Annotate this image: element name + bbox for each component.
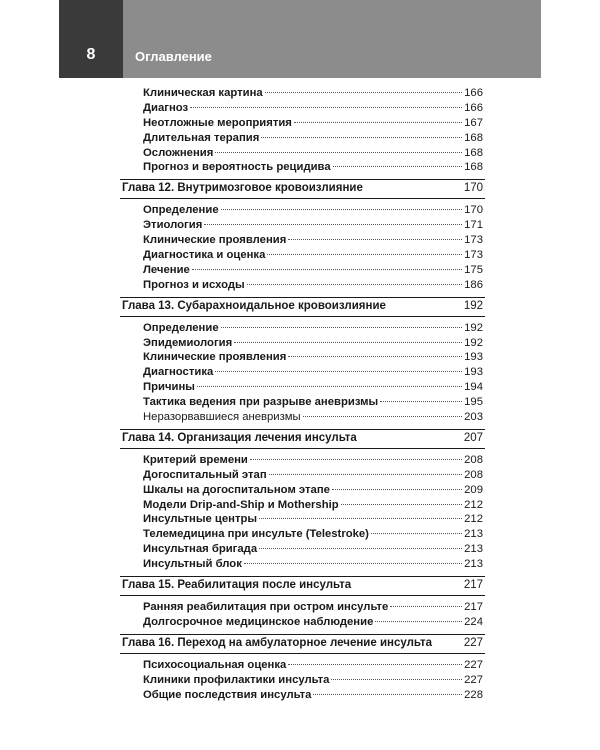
toc-entry-page: 166 [464, 101, 483, 114]
dot-leader [259, 548, 462, 549]
running-header [123, 0, 541, 78]
dot-leader [247, 284, 462, 285]
toc-entry-title: Определение [143, 321, 219, 334]
toc-entry-page: 212 [464, 498, 483, 511]
dot-leader [331, 679, 462, 680]
dot-leader [332, 489, 462, 490]
dot-leader [267, 254, 462, 255]
toc-entry-title: Модели Drip-and-Ship и Mothership [143, 498, 339, 511]
toc-entry-title: Телемедицина при инсульте (Telestroke) [143, 528, 369, 541]
chapter-title: Глава 16. Переход на амбулаторное лечение инсульта [122, 636, 433, 649]
toc-entry-page: 171 [464, 219, 483, 232]
dot-leader [303, 416, 462, 417]
chapter-title: Глава 13. Субарахноидальное кровоизлияние [122, 299, 386, 312]
toc-entry-page: 192 [464, 321, 483, 334]
chapter-title: Глава 14. Организация лечения инсульта [122, 431, 357, 444]
dot-leader [375, 621, 462, 622]
dot-leader [197, 386, 462, 387]
section-title: Оглавление [135, 49, 212, 64]
toc-entry[interactable] [120, 263, 485, 278]
toc-entry-page: 193 [464, 366, 483, 379]
toc-entry[interactable] [120, 203, 485, 218]
page-number: 8 [86, 46, 96, 63]
toc-entry[interactable] [120, 453, 485, 468]
dot-leader [204, 224, 462, 225]
dot-leader [221, 209, 463, 210]
toc-entry-page: 167 [464, 116, 483, 129]
toc-entry[interactable] [120, 380, 485, 395]
toc-entry-page: 213 [464, 558, 483, 571]
chapter-page: 227 [463, 636, 483, 649]
chapter-heading[interactable] [120, 179, 485, 199]
chapter-page: 170 [463, 182, 483, 195]
toc-entry-page: 228 [464, 688, 483, 701]
toc-entry-title: Инсультные центры [143, 513, 258, 526]
dot-leader [294, 122, 462, 123]
toc-entry-page: 195 [464, 396, 483, 409]
toc-entry-page: 227 [464, 673, 483, 686]
toc-entry-title: Прогноз и вероятность рецидива [143, 161, 331, 174]
toc-entry-page: 173 [464, 249, 483, 262]
toc-entry-title: Общие последствия инсульта [143, 688, 312, 701]
chapter-title: Глава 15. Реабилитация после инсульта [122, 579, 352, 592]
toc-entry-title: Критерий времени [143, 453, 248, 466]
dot-leader [371, 533, 462, 534]
toc-entry-page: 203 [464, 411, 483, 424]
dot-leader [215, 371, 462, 372]
toc-entry-page: 208 [464, 468, 483, 481]
toc-entry[interactable] [120, 615, 485, 630]
dot-leader [288, 664, 462, 665]
toc-entry-title: Инсультная бригада [143, 543, 258, 556]
toc-entry[interactable] [120, 278, 485, 293]
toc-entry[interactable] [120, 527, 485, 542]
toc-entry[interactable] [120, 542, 485, 557]
toc-entry[interactable] [120, 131, 485, 146]
dot-leader [390, 606, 462, 607]
toc-entry-page: 224 [464, 615, 483, 628]
dot-leader [341, 504, 462, 505]
toc-entry-page: 193 [464, 351, 483, 364]
toc-entry-title: Диагноз [143, 101, 189, 114]
chapter-heading[interactable] [120, 634, 485, 654]
table-of-contents [120, 86, 485, 703]
toc-entry-page: 168 [464, 146, 483, 159]
toc-entry-title: Психосоциальная оценка [143, 658, 287, 671]
dot-leader [234, 342, 462, 343]
toc-entry-title: Ранняя реабилитация при остром инсульте [143, 601, 389, 614]
chapter-page: 192 [463, 299, 483, 312]
dot-leader [244, 563, 462, 564]
dot-leader [288, 239, 462, 240]
chapter-title: Глава 12. Внутримозговое кровоизлияние [122, 182, 363, 195]
toc-entry-page: 186 [464, 278, 483, 291]
dot-leader [333, 166, 463, 167]
toc-entry-title: Диагностика [143, 366, 214, 379]
toc-entry-page: 208 [464, 453, 483, 466]
toc-entry-page: 192 [464, 336, 483, 349]
toc-entry[interactable] [120, 498, 485, 513]
chapter-page: 217 [463, 579, 483, 592]
toc-entry-title: Лечение [143, 263, 190, 276]
dot-leader [221, 327, 463, 328]
toc-entry-page: 217 [464, 601, 483, 614]
toc-entry-page: 173 [464, 234, 483, 247]
toc-entry[interactable] [120, 336, 485, 351]
toc-chapters [120, 179, 485, 702]
chapter-heading[interactable] [120, 576, 485, 596]
dot-leader [215, 152, 462, 153]
toc-lead-entries [120, 86, 485, 175]
dot-leader [259, 518, 462, 519]
toc-entry-page: 175 [464, 263, 483, 276]
toc-entry-page: 213 [464, 543, 483, 556]
toc-entry-page: 212 [464, 513, 483, 526]
toc-entry-title: Этиология [143, 219, 203, 232]
dot-leader [288, 356, 462, 357]
dot-leader [250, 459, 462, 460]
toc-entry[interactable] [120, 101, 485, 116]
dot-leader [265, 92, 462, 93]
toc-entry-title: Клинические проявления [143, 351, 287, 364]
toc-entry-title: Клиники профилактики инсульта [143, 673, 330, 686]
toc-entry[interactable] [120, 395, 485, 410]
toc-entry-title: Причины [143, 381, 195, 394]
toc-entry[interactable] [120, 600, 485, 615]
toc-entry-title: Прогноз и исходы [143, 278, 245, 291]
toc-entry-title: Инсультный блок [143, 558, 242, 571]
toc-entry-page: 168 [464, 131, 483, 144]
chapter-heading[interactable] [120, 429, 485, 449]
toc-entry[interactable] [120, 673, 485, 688]
toc-entry-title: Догоспитальный этап [143, 468, 267, 481]
toc-entry-title: Тактика ведения при разрыве аневризмы [143, 396, 379, 409]
toc-entry-title: Длительная терапия [143, 131, 260, 144]
dot-leader [190, 107, 462, 108]
toc-entry[interactable] [120, 658, 485, 673]
toc-entry-title: Шкалы на догоспитальном этапе [143, 483, 330, 496]
toc-entry-page: 166 [464, 87, 483, 99]
toc-entry[interactable] [120, 468, 485, 483]
toc-entry-title: Неразорвавшиеся аневризмы [143, 411, 301, 424]
dot-leader [269, 474, 462, 475]
toc-entry-title: Осложнения [143, 146, 214, 159]
toc-entry-title: Долгосрочное медицинское наблюдение [143, 615, 374, 628]
toc-entry[interactable] [120, 146, 485, 161]
toc-entry[interactable] [120, 512, 485, 527]
dot-leader [380, 401, 462, 402]
toc-entry[interactable] [120, 410, 485, 425]
toc-entry-title: Эпидемиология [143, 336, 233, 349]
toc-entry[interactable] [120, 483, 485, 498]
toc-entry-page: 227 [464, 658, 483, 671]
dot-leader [192, 269, 462, 270]
toc-entry-title: Диагностика и оценка [143, 249, 266, 262]
toc-entry[interactable] [120, 116, 485, 131]
toc-entry[interactable] [120, 321, 485, 336]
toc-entry[interactable] [120, 365, 485, 380]
toc-entry-title: Определение [143, 204, 219, 217]
dot-leader [313, 694, 462, 695]
toc-entry-page: 170 [464, 204, 483, 217]
toc-entry[interactable] [120, 350, 485, 365]
toc-entry-page: 213 [464, 528, 483, 541]
toc-entry[interactable] [120, 688, 485, 703]
toc-entry[interactable] [120, 248, 485, 263]
toc-entry[interactable] [120, 160, 485, 175]
chapter-heading[interactable] [120, 297, 485, 317]
dot-leader [261, 137, 462, 138]
toc-entry-title: Клиническая картина [143, 87, 263, 99]
toc-entry[interactable] [120, 233, 485, 248]
toc-entry[interactable] [120, 557, 485, 572]
toc-entry-page: 168 [464, 161, 483, 174]
toc-entry[interactable] [120, 86, 485, 101]
chapter-page: 207 [463, 431, 483, 444]
toc-entry-page: 209 [464, 483, 483, 496]
toc-entry[interactable] [120, 218, 485, 233]
page-number-box [59, 0, 123, 78]
toc-entry-title: Неотложные мероприятия [143, 116, 292, 129]
toc-entry-title: Клинические проявления [143, 234, 287, 247]
toc-entry-page: 194 [464, 381, 483, 394]
